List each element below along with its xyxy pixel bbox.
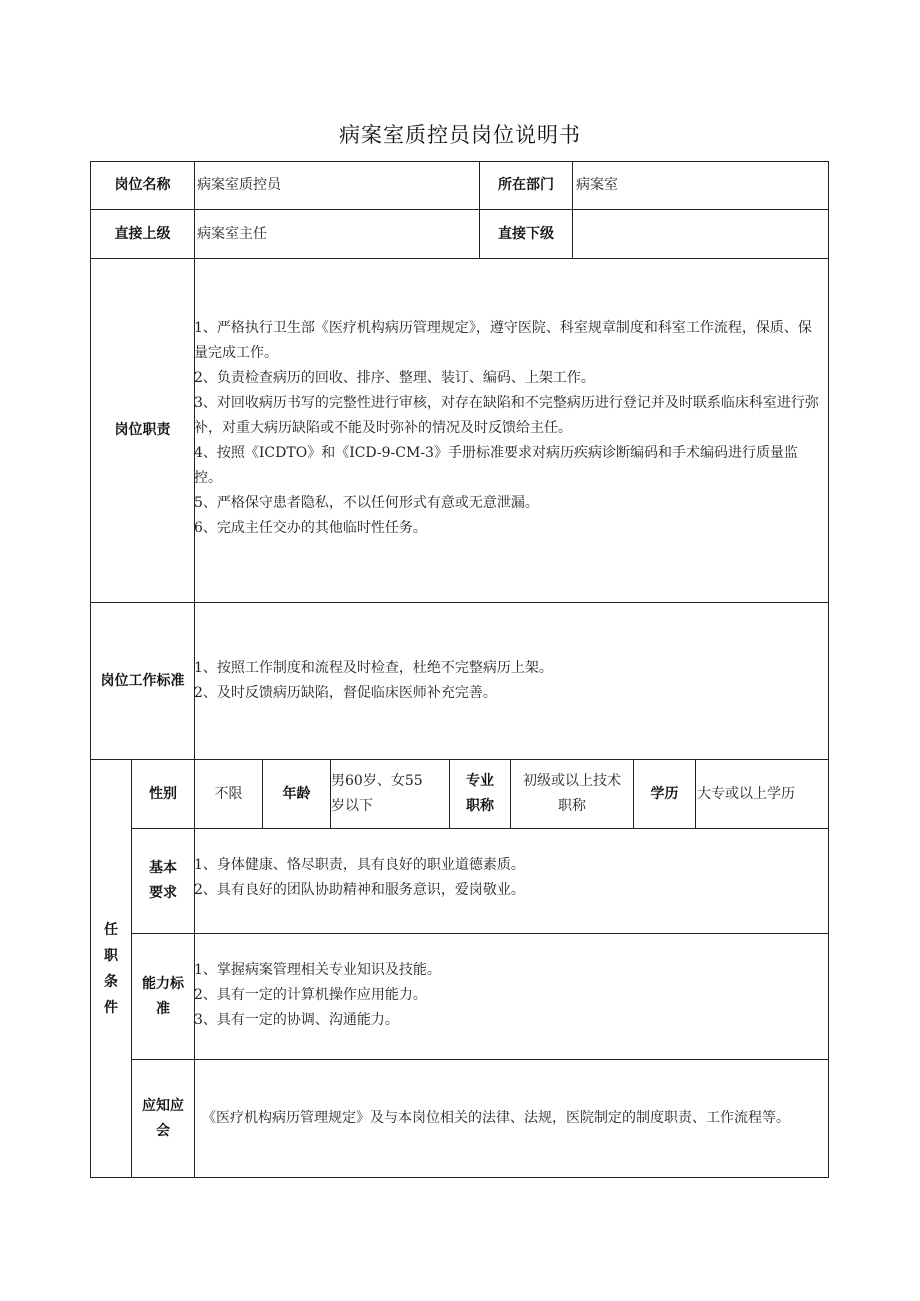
professional-title-value bbox=[511, 760, 633, 828]
gender-value: 不限 bbox=[214, 785, 243, 802]
age-value-line: 男60岁、女55 bbox=[331, 773, 423, 789]
ability-standards-label-line: 准 bbox=[156, 1000, 170, 1017]
qualifications-label-char: 职 bbox=[104, 947, 118, 964]
gender-label: 性别 bbox=[149, 785, 177, 802]
ability-standards-label-line: 能力标 bbox=[142, 975, 184, 992]
direct-superior-label: 直接上级 bbox=[114, 225, 171, 242]
duty-item: 4、按照《ICDTO》和《ICD-9-CM-3》手册标准要求对病历疾病诊断编码和手术编码进行质量监控。 bbox=[194, 445, 798, 486]
required-knowledge-text: 《医疗机构病历管理规定》及与本岗位相关的法律、法规，医院制定的制度职责、工作流程等。 bbox=[202, 1110, 790, 1126]
required-knowledge-label bbox=[132, 1060, 194, 1177]
ability-item: 1、掌握病案管理相关专业知识及技能。 bbox=[194, 962, 441, 978]
qualifications-label-char: 任 bbox=[104, 921, 118, 938]
duties-content bbox=[194, 259, 826, 602]
professional-title-value-line: 职称 bbox=[558, 798, 586, 814]
position-name-value: 病案室质控员 bbox=[197, 177, 281, 193]
required-knowledge-label-line: 应知应 bbox=[142, 1097, 184, 1114]
direct-superior-value: 病案室主任 bbox=[197, 225, 267, 242]
ability-standards-label bbox=[132, 934, 194, 1059]
basic-requirement-item: 1、身体健康、恪尽职责，具有良好的职业道德素质。 bbox=[194, 857, 525, 873]
table-border-right bbox=[828, 161, 829, 1178]
table-divider bbox=[572, 161, 573, 259]
duty-item: 1、严格执行卫生部《医疗机构病历管理规定》，遵守医院、科室规章制度和科室工作流程，保质、保量完成工作。 bbox=[194, 320, 812, 361]
work-standards-content bbox=[194, 603, 826, 759]
age-value-line: 岁以下 bbox=[331, 798, 373, 814]
standard-item: 2、及时反馈病历缺陷，督促临床医师补充完善。 bbox=[194, 685, 497, 701]
direct-subordinate-value bbox=[576, 210, 826, 258]
duty-item: 5、严格保守患者隐私，不以任何形式有意或无意泄漏。 bbox=[194, 495, 539, 511]
required-knowledge-label-line: 会 bbox=[156, 1122, 170, 1139]
duty-item: 6、完成主任交办的其他临时性任务。 bbox=[194, 520, 427, 536]
basic-requirements-content bbox=[194, 829, 826, 933]
department-label: 所在部门 bbox=[498, 177, 554, 193]
basic-requirements-label bbox=[132, 829, 194, 933]
standard-item: 1、按照工作制度和流程及时检查，杜绝不完整病历上架。 bbox=[194, 660, 553, 676]
professional-title-label bbox=[450, 760, 510, 828]
duty-item: 3、对回收病历书写的完整性进行审核，对存在缺陷和不完整病历进行登记并及时联系临床科室进行弥补，对重大病历缺陷或不能及时弥补的情况及时反馈给主任。 bbox=[194, 395, 819, 436]
professional-title-value-line: 初级或以上技术 bbox=[523, 773, 621, 789]
basic-requirement-item: 2、具有良好的团队协助精神和服务意识，爱岗敬业。 bbox=[194, 882, 525, 898]
qualifications-label-char: 件 bbox=[104, 999, 118, 1016]
education-value: 大专或以上学历 bbox=[697, 785, 795, 802]
qualifications-label bbox=[91, 760, 131, 1177]
professional-title-label-line: 专业 bbox=[466, 773, 494, 789]
duty-item: 2、负责检查病历的回收、排序、整理、装订、编码、上架工作。 bbox=[194, 370, 595, 386]
department-value: 病案室 bbox=[576, 177, 618, 193]
basic-requirements-label-line: 基本 bbox=[149, 860, 177, 876]
duties-label: 岗位职责 bbox=[114, 422, 171, 438]
ability-standards-content bbox=[194, 934, 826, 1059]
table-border-bottom bbox=[90, 1177, 829, 1178]
page-title: 病案室质控员岗位说明书 bbox=[339, 123, 581, 147]
work-standards-label: 岗位工作标准 bbox=[100, 672, 185, 689]
age-label: 年龄 bbox=[282, 785, 311, 802]
ability-item: 3、具有一定的协调、沟通能力。 bbox=[194, 1012, 399, 1028]
professional-title-label-line: 职称 bbox=[466, 798, 494, 814]
table-divider bbox=[695, 759, 696, 829]
required-knowledge-content bbox=[194, 1060, 828, 1177]
ability-item: 2、具有一定的计算机操作应用能力。 bbox=[194, 987, 427, 1003]
education-label: 学历 bbox=[650, 785, 679, 802]
qualifications-label-char: 条 bbox=[104, 973, 118, 990]
direct-subordinate-label: 直接下级 bbox=[498, 225, 554, 242]
basic-requirements-label-line: 要求 bbox=[149, 885, 177, 901]
position-name-label: 岗位名称 bbox=[114, 177, 171, 193]
age-value bbox=[331, 760, 449, 828]
